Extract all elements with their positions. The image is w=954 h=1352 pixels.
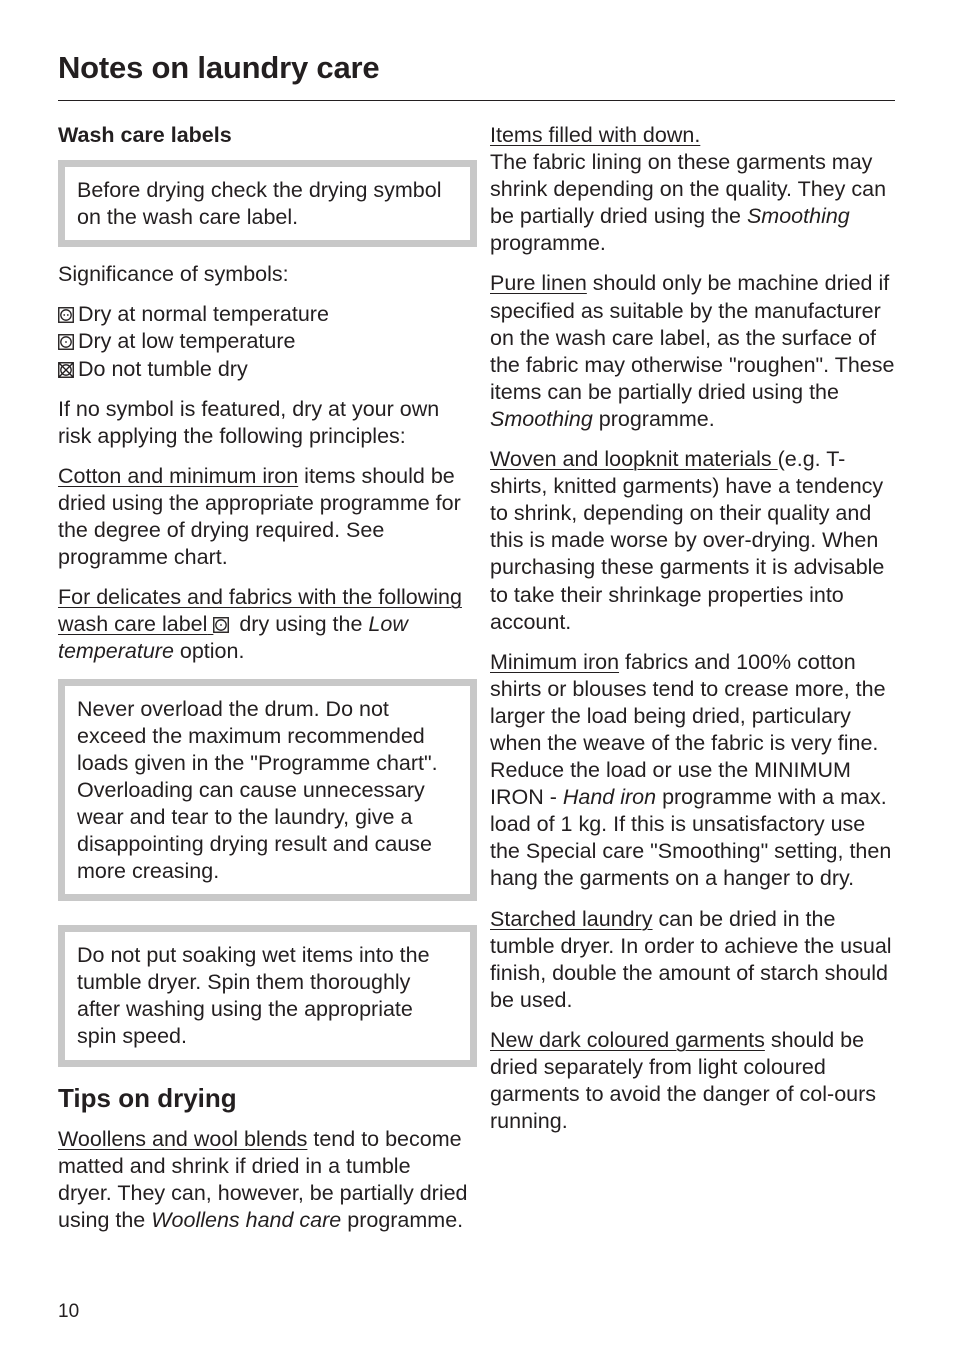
symbol-label: Do not tumble dry bbox=[78, 356, 248, 381]
minimum-iron-end: programme with a max. load of 1 kg. If this is unsatisfactory use the Special care "Smoothing" setting, then hang the garments on a hanger to dry. bbox=[490, 785, 892, 891]
down-text: The fabric lining on these garments may shrink depending on the quality. They can be partially dried using the bbox=[490, 150, 887, 229]
symbol-label: Dry at normal temperature bbox=[78, 302, 329, 327]
no-symbol-paragraph: If no symbol is featured, dry at your own risk applying the following principles: bbox=[58, 396, 440, 448]
down-programme: Smoothing bbox=[746, 204, 850, 229]
linen-end: programme. bbox=[592, 406, 715, 431]
delicates-term: For delicates and fabrics with the following wash care label bbox=[58, 585, 462, 637]
right-column bbox=[490, 122, 900, 1148]
woollens-programme: Woollens hand care bbox=[151, 1207, 342, 1232]
woollens-paragraph bbox=[58, 1126, 468, 1234]
woven-paragraph bbox=[490, 446, 900, 636]
note-text: Never overload the drum. Do not exceed the maximum recommended loads given in the "Programme chart". Overloading can cause unnecessary wear and tear to the laundry, give a disappointing drying result and cause more creasing. bbox=[77, 696, 438, 884]
starched-paragraph bbox=[490, 906, 900, 1014]
note-box-drying-symbol bbox=[58, 160, 477, 247]
symbol-row bbox=[58, 301, 468, 328]
note-box-soaking-wet bbox=[58, 925, 477, 1066]
cotton-term: Cotton and minimum iron bbox=[58, 463, 299, 488]
note-text: Do not put soaking wet items into the tumble dryer. Spin them thoroughly after washing using the appropriate spin speed. bbox=[77, 943, 430, 1049]
tumble-dry-normal-icon bbox=[58, 307, 74, 323]
dark-garments-text: should be dried separately from light coloured garments to avoid the danger of col-ours running. bbox=[490, 1027, 877, 1134]
symbol-row bbox=[58, 356, 468, 383]
page-title: Notes on laundry care bbox=[58, 50, 380, 85]
delicates-text-end: option. bbox=[173, 639, 245, 664]
symbol-list bbox=[58, 301, 468, 382]
symbol-row bbox=[58, 328, 468, 355]
linen-programme: Smoothing bbox=[490, 406, 593, 431]
minimum-iron-term: Minimum iron bbox=[490, 649, 620, 674]
note-box-overload bbox=[58, 679, 477, 902]
note-text: Before drying check the drying symbol on the wash care label. bbox=[77, 178, 442, 230]
delicates-option: Low temperature bbox=[58, 612, 408, 664]
linen-text: should only be machine dried if specified as suitable by the manufacturer on the wash care label, as the surface of the fabric may otherwise "roughen". These items can be partially dried using the bbox=[490, 271, 895, 404]
symbol-label: Dry at low temperature bbox=[78, 329, 296, 354]
delicates-paragraph bbox=[58, 584, 468, 665]
tumble-dry-low-icon bbox=[213, 617, 229, 633]
linen-term: Pure linen bbox=[490, 271, 587, 296]
do-not-tumble-dry-icon bbox=[58, 362, 74, 378]
minimum-iron-paragraph bbox=[490, 649, 900, 893]
woollens-term: Woollens and wool blends bbox=[58, 1126, 308, 1151]
wash-care-heading: Wash care labels bbox=[58, 123, 232, 147]
page-number: 10 bbox=[58, 1301, 80, 1322]
woollens-text: tend to become matted and shrink if dried in a tumble dryer. They can, however, be partially dried using the bbox=[58, 1126, 468, 1232]
down-term: Items filled with down. bbox=[490, 123, 701, 147]
down-end: programme. bbox=[490, 231, 606, 256]
cotton-text: items should be dried using the appropriate programme for the degree of drying required. See programme chart. bbox=[58, 463, 461, 570]
significance-label: Significance of symbols: bbox=[58, 262, 289, 287]
tips-heading: Tips on drying bbox=[58, 1082, 237, 1113]
delicates-text: dry using the bbox=[233, 612, 369, 637]
woven-term: Woven and loopknit materials bbox=[490, 447, 778, 472]
minimum-iron-text: fabrics and 100% cotton shirts or blouses tend to crease more, the larger the load being dried, particulary when the weave of the fabric is very fine. Reduce the load or use the MINIMUM IRON - bbox=[490, 649, 886, 810]
left-column bbox=[58, 122, 468, 1247]
cotton-paragraph bbox=[58, 463, 468, 571]
dark-garments-paragraph bbox=[490, 1027, 900, 1135]
title-rule bbox=[58, 100, 895, 101]
woven-text: (e.g. T-shirts, knitted garments) have a tendency to shrink, depending on their quality and this is made worse by over-drying. When purchasing these garments it is advisable to take their shrinkage properties into account. bbox=[490, 447, 885, 634]
minimum-iron-programme: Hand iron bbox=[562, 785, 657, 810]
linen-paragraph bbox=[490, 270, 900, 433]
tumble-dry-low-icon bbox=[58, 334, 74, 350]
down-paragraph bbox=[490, 122, 900, 257]
dark-garments-term: New dark coloured garments bbox=[490, 1027, 765, 1052]
starched-text: can be dried in the tumble dryer. In order to achieve the usual finish, double the amount of starch should be used. bbox=[490, 906, 892, 1012]
woollens-end: programme. bbox=[341, 1207, 464, 1232]
starched-term: Starched laundry bbox=[490, 906, 653, 931]
